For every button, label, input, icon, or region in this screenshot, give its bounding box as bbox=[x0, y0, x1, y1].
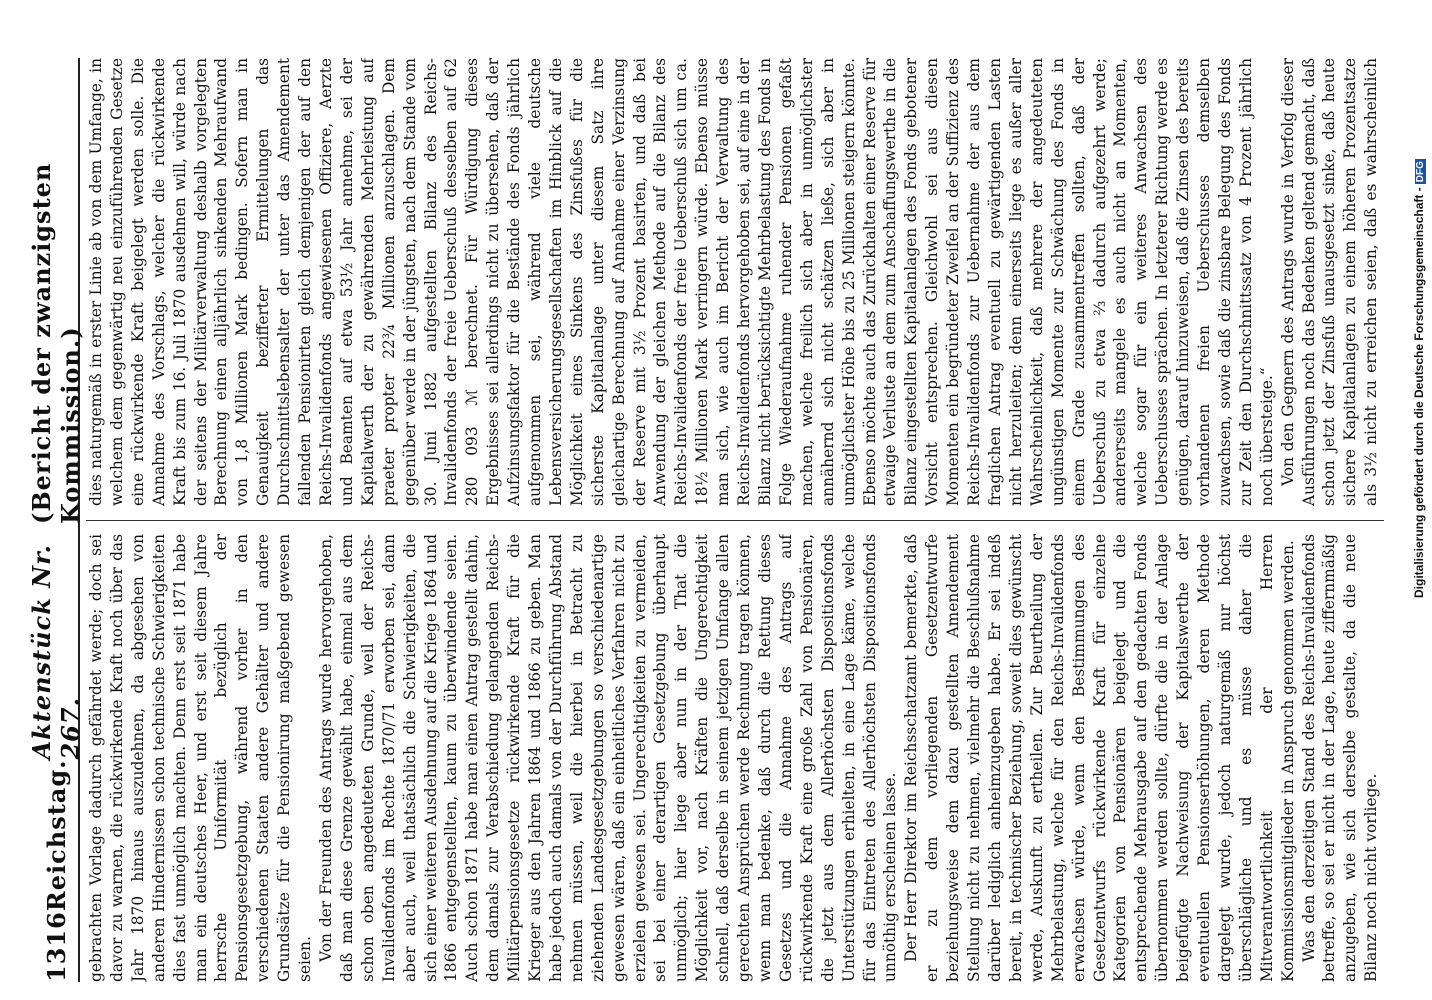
paragraph bbox=[1382, 534, 1384, 982]
header-title: (Bericht der zwanzigsten Kommission.) bbox=[27, 162, 85, 524]
paragraph: dies naturgemäß in erster Linie ab von dem Umfange, in welchem dem gegenwärtig neu einzuführenden Gesetze eine rückwirkende Kraft beigelegt werden solle. Die Annahme des Vorschlags, welcher die rückwirkende Kraft bis zum 16. Juli 1870 ausdehnen will, würde nach der seitens der Militärverwaltung deshalb vorgelegten Berechnung einen alljährlich sinkenden Mehraufwand von 1,8 Millionen Mark bedingen. Sofern man in Genauigkeit bezifferter Ermittelungen das Durchschnittslebensalter der unter das Amendement fallenden Pensionirten gleich demjenigen der auf den Reichs-Invalidenfonds angewiesenen Offiziere, Aerzte und Beamten auf etwa 53½ Jahr annehme, sei der Kapitalwerth der zu gewährenden Mehrleistung auf praeter propter 22¾ Millionen anzuschlagen. Dem gegenüber werde in der jüngsten, nach dem Stande vom 30. Juni 1882 aufgestellten Bilanz des Reichs-Invalidenfonds der freie Ueberschuß desselben auf 62 280 093 ℳ berechnet. Für Würdigung dieses Ergebnisses sei allerdings nicht zu übersehen, daß der Aufzinsungsfaktor für die Bestände des Fonds jährlich aufgenommen sei, während viele deutsche Lebensversicherungsgesellschaften im Hinblick auf die Möglichkeit eines Sinkens des Zinsfußes für die sicherste Kapitalanlage unter diesem Satz ihre gleichartige Berechnung auf Annahme einer Verzinsung der Reserve mit 3½ Prozent basirten, und daß bei Anwendung der gleichen Methode auf die Bilanz des Reichs-Invalidenfonds der freie Ueberschuß sich um ca. 18½ Millionen Mark verringern würde. Ebenso müsse man sich, wie auch im Bericht der Verwaltung des Reichs-Invalidenfonds hervorgehoben sei, auf eine in der Bilanz nicht berücksichtigte Mehrbelastung des Fonds in Folge Wiederaufnahme ruhender Pensionen gefaßt machen, welche freilich sich aber in unmöglichster annähernd sich nicht schätzen ließe, sich aber in unmöglichster Höhe bis zu 25 Millionen steigern könnte. Ebenso möchte auch das Zurückhalten einer Reserve für etwaige Verluste an dem zum Anschaffungswerthe in die Bilanz eingestellten Kapitalanlagen des Fonds gebotener Vorsicht entsprechen. Gleichwohl sei aus diesen Momenten ein begründeter Zweifel an der Suffizienz des Reichs-Invalidenfonds zur Uebernahme der aus dem fraglichen Antrag eventuell zu gewärtigenden Lasten nicht herzuleiten; denn einerseits liege es außer aller Wahrscheinlichkeit, daß mehrere der angedeuteten ungünstigen Momente zur Schwächung des Fonds in einem Grade zusammentreffen sollten, daß der Ueberschuß zu etwa ⅔ dadurch aufgezehrt werde; andererseits mangele es auch nicht an Momenten, welche sogar für ein weiteres Anwachsen des Ueberschusses sprächen. In letzterer Richtung werde es genügen, darauf hinzuweisen, daß die Zinsen des bereits vorhandenen freien Ueberschusses demselben zuwachsen, sowie daß die zinsbare Belegung des Fonds zur Zeit den Durchschnittssatz von 4 Prozent jährlich noch übersteige.“ bbox=[87, 58, 1276, 506]
paragraph: Von der Freunden des Antrags wurde hervorgehoben, daß man diese Grenze gewählt habe, einmal aus dem schon oben angedeuteten Grunde, weil der Reichs-Invalidenfonds im Rechte 1870/71 erworben sei, dann aber auch, weil thatsächlich die Schwierigkeiten, die sich einer weiteren Ausdehnung auf die Kriege 1864 und 1866 entgegenstellten, kaum zu überwindende seien. Auch schon 1871 habe man einen Antrag gestellt dahin, dem damals zur Verabschiedung gelangenden Reichs-Militärpensionsgesetze rückwirkende Kraft für die Krieger aus den Jahren 1864 und 1866 zu geben. Man habe jedoch auch damals von der Durchführung Abstand nehmen müssen, weil die hierbei in Betracht zu ziehenden Landesgesetzgebungen so verschiedenartige gewesen wären, daß ein einheitliches Verfahren nicht zu erzielen gewesen sei. Ungerechtigkeiten zu vermeiden, sei bei einer derartigen Gesetzgebung überhaupt unmöglich; hier liege aber nun in der That die Möglichkeit vor, nach Kräften die Ungerechtigkeit schnell, daß derselbe in seinem jetzigen Umfange allen gerechten Ansprüchen werde Rechnung tragen können, wenn man bedenke, daß durch die Rettung dieses Gesetzes und die Annahme des Antrags auf rückwirkende Kraft eine große Zahl von Pensionären, die jetzt aus dem Allerhöchsten Dispositionsfonds Unterstützungen erhielten, in eine Lage käme, welche für das Eintreten des Allerhöchsten Dispositionsfonds unnöthig erscheinen lasse. bbox=[316, 534, 900, 982]
credit-line bbox=[1412, 38, 1426, 598]
column-divider bbox=[86, 520, 1384, 521]
dfg-logo: DFG bbox=[1415, 161, 1426, 183]
header-left: Reichstag. bbox=[41, 759, 71, 912]
credit-text: Digitalisierung gefördert durch die Deutsche Forschungsgemeinschaft - bbox=[1412, 187, 1426, 598]
left-column bbox=[86, 534, 1384, 982]
document-page bbox=[26, 40, 1396, 1000]
right-column bbox=[86, 58, 1384, 506]
page-header bbox=[27, 58, 85, 982]
digitization-credit bbox=[1396, 0, 1432, 1000]
paragraph: Was den derzeitigen Stand des Reichs-Invalidenfonds betreffe, so sei er nicht in der Lage, heute ziffernmäßig anzugeben, wie sich derselbe gestalte, da die neue Bilanz noch nicht vorliege. bbox=[1299, 534, 1381, 982]
header-document-number: Aktenstück Nr. 267. bbox=[27, 544, 85, 760]
paragraph: Von den Gegnern des Antrags wurde in Verfolg dieser Ausführungen noch das Bedenken geltend gemacht, daß schon jetzt der Zinsfuß unausgesetzt sinke, daß heute sichere Kapitalanlagen zu einem höheren Prozentsatze als 3½ nicht zu erreichen seien, daß es wahrscheinlich bbox=[1278, 58, 1381, 506]
paragraph: Der Herr Direktor im Reichsschatzamt bemerkte, daß er zu dem vorliegenden Gesetzentwurfe beziehungsweise dem dazu gestellten Amendement Stellung nicht zu nehmen, vielmehr die Beschlußnahme darüber lediglich anheimzugeben habe. Er sei indeß bereit, in technischer Beziehung, soweit dies gewünscht werde, Auskunft zu ertheilen. Zur Beurtheilung der Mehrbelastung, welche für den Reichs-Invalidenfonds erwachsen würde, wenn den Bestimmungen des Gesetzentwurfs rückwirkende Kraft für einzelne Kategorien von Pensionären beigelegt und die entsprechende Mehrausgabe auf den gedachten Fonds übernommen werden sollte, dürfte die in der Anlage beigefügte Nachweisung der Kapitalswerthe der eventuellen Pensionserhöhungen, deren Methode dargelegt wurde, jedoch naturgemäß nur höchst überschlägliche und es müsse daher die Mitverantwortlichkeit der Herren Kommissionsmitglieder in Anspruch genommen werden. bbox=[902, 534, 1297, 982]
paragraph: gebrachten Vorlage dadurch gefährdet werde; doch sei davor zu warnen, die rückwirkende Kraft noch über das Jahr 1870 hinaus auszudehnen, da abgesehen von anderen Hindernissen schon technische Schwierigkeiten dies fast unmöglich machten. Denn erst seit 1871 habe man ein deutsches Heer, und erst seit diesem Jahre herrsche Uniformität bezüglich der Pensionsgesetzgebung, während vorher in den verschiedenen Staaten andere Gehälter und andere Grundsätze für die Pensionirung maßgebend gewesen seien. bbox=[87, 534, 315, 982]
page-number: 1316 bbox=[41, 911, 71, 982]
